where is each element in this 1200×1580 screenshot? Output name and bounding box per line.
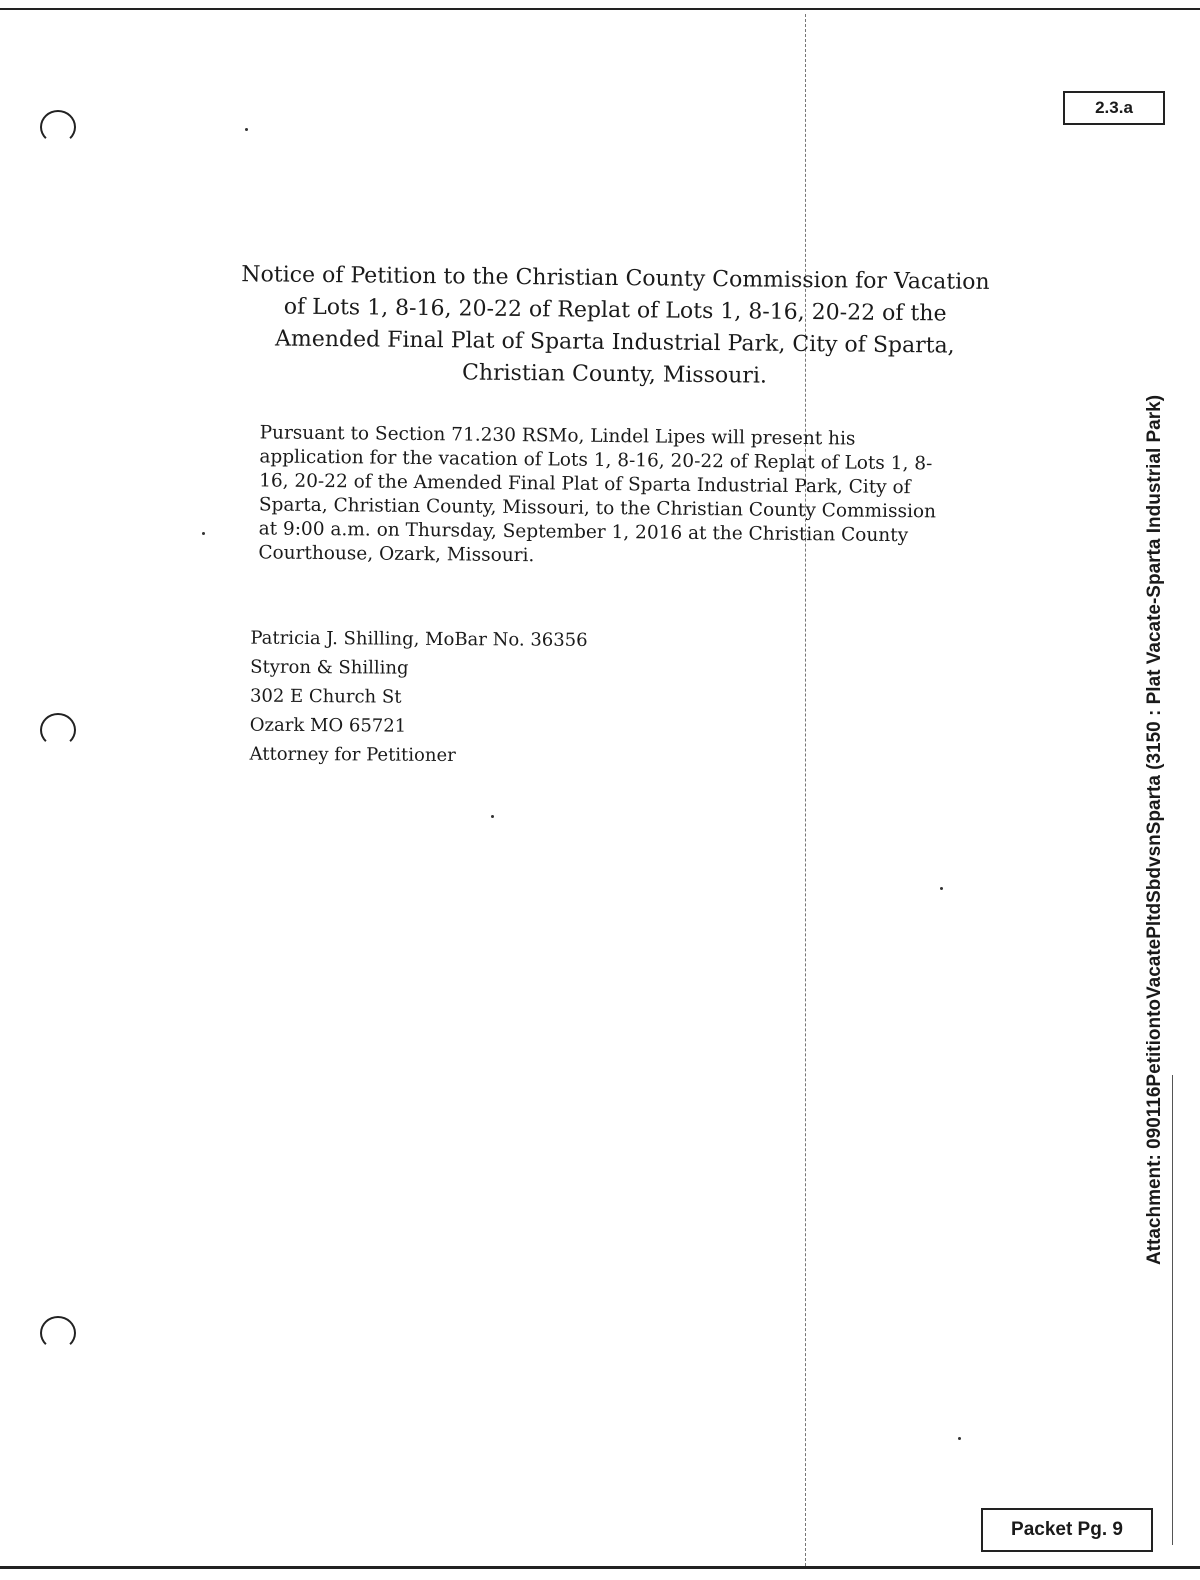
agenda-item-badge: 2.3.a <box>1063 91 1165 125</box>
scan-speck <box>245 128 248 131</box>
side-rule <box>1172 1075 1173 1545</box>
punch-hole-top <box>40 110 76 144</box>
notice-body: Pursuant to Section 71.230 RSMo, Lindel Lipes will present his application for the vacation of Lots 1, 8-16, 20-22 of Replat of Lots 1, 8-16, 20-22 of the Amended Final Plat of Sparta Industrial Park, City of Sparta, Christian County, Missouri, to the Christian County Commission at 9:00 a.m. on Thursday, September 1, 2016 at the Christian County Courthouse, Ozark, Missouri. <box>258 422 937 567</box>
scan-speck <box>940 887 943 890</box>
firm-city-state-zip: Ozark MO 65721 <box>249 714 407 737</box>
punch-hole-middle <box>40 713 76 747</box>
top-scan-edge <box>0 8 1200 10</box>
scan-speck <box>202 532 205 535</box>
notice-title: Notice of Petition to the Christian County Commission for Vacation of Lots 1, 8-16, 20-22 of Replat of Lots 1, 8-16, 20-22 of the Amended Final Plat of Sparta Industrial Park, City of Sparta, Christian County, Missouri. <box>241 262 990 389</box>
firm-street: 302 E Church St <box>249 685 402 708</box>
signature-block <box>249 624 650 772</box>
packet-page-badge: Packet Pg. 9 <box>981 1508 1153 1552</box>
law-firm: Styron & Shilling <box>250 656 409 679</box>
attorney-role: Attorney for Petitioner <box>249 743 456 767</box>
punch-hole-bottom <box>40 1316 76 1350</box>
attorney-name: Patricia J. Shilling, MoBar No. 36356 <box>250 627 588 651</box>
bottom-scan-edge <box>0 1566 1200 1569</box>
center-fold-line <box>805 14 806 1566</box>
scan-speck <box>958 1437 961 1440</box>
attachment-label: Attachment: 090116PetitiontoVacatePltdSbdvsnSparta (3150 : Plat Vacate-Sparta Industrial Park) <box>1144 394 1165 1266</box>
scan-speck <box>491 815 494 818</box>
